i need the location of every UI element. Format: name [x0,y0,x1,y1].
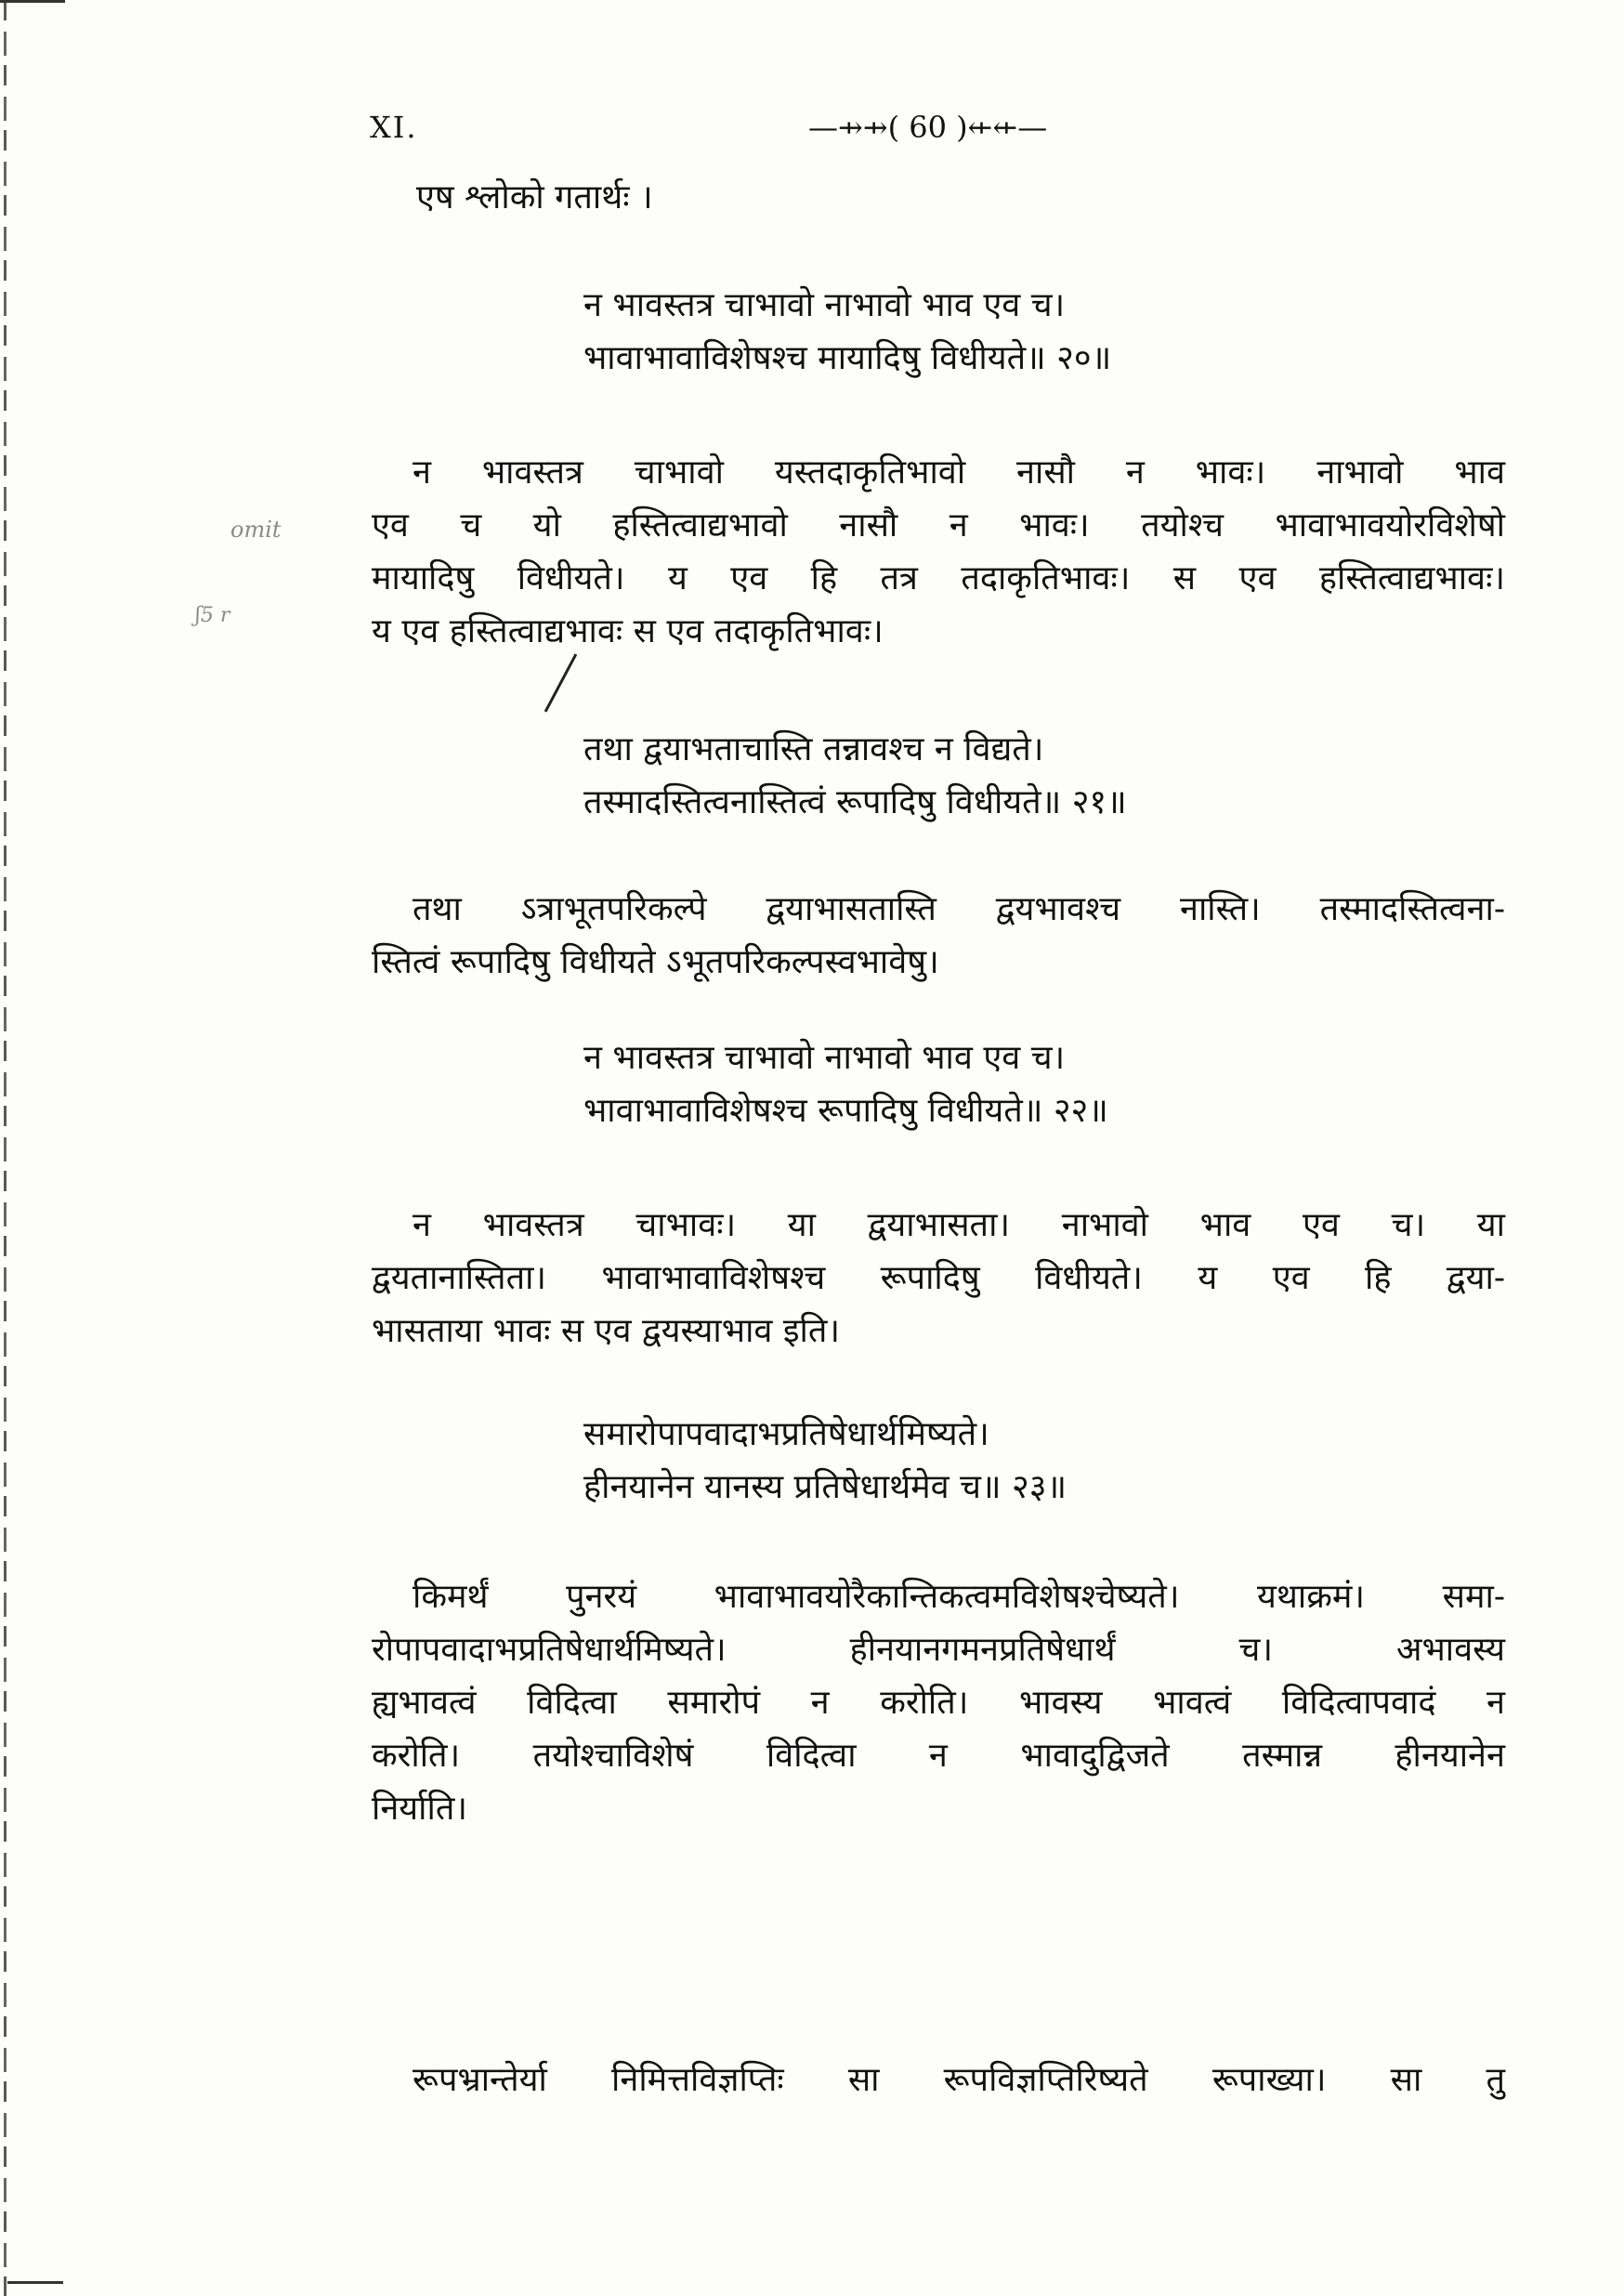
prose-line: मायादिषु विधीयते। य एव हि तत्र तदाकृतिभावः। स एव हस्तित्वाद्यभावः। [372,559,1505,597]
verse-line: न भावस्तत्र चाभावो नाभावो भाव एव च। [583,1039,1066,1077]
commentary-24 [372,2053,1505,2106]
page-header [370,110,1076,151]
corner-mark [0,0,65,3]
prose-line: न भावस्तत्र चाभावो यस्तदाकृतिभावो नासौ न भावः। नाभावो भाव [413,453,1505,492]
commentary-22 [372,1199,1505,1358]
corner-mark-bottom [7,2281,63,2284]
pen-stroke [544,653,578,712]
prose-line: निर्याति। [372,1790,467,1828]
binding-edge [4,0,7,2296]
prose-line: रोपापवादाभप्रतिषेधार्थमिष्यते। हीनयानगमनप्रतिषेधार्थं च। अभावस्य [372,1631,1505,1669]
verse-line: तस्मादस्तित्वनास्तित्वं रूपादिषु विधीयते॥ २१॥ [583,783,1127,821]
prose-line: किमर्थं पुनरयं भावाभावयोरैकान्तिकत्वमविशेषश्चेष्यते। यथाक्रमं। समा- [413,1578,1505,1616]
commentary-23 [372,1570,1505,1835]
chapter-number: XI. [370,110,418,145]
prose-line: करोति। तयोश्चाविशेषं विदित्वा न भावादुद्विजते तस्मान्न हीनयानेन [372,1737,1505,1775]
verse-line: तथा द्वयाभताचास्ति तन्नावश्च न विद्यते। [583,730,1044,768]
prose-line: न भावस्तत्र चाभावः। या द्वयाभासता। नाभावो भाव एव च। या [413,1206,1505,1244]
prose-line: य एव हस्तित्वाद्यभावः स एव तदाकृतिभावः। [372,612,884,650]
prose-line: एव च यो हस्तित्वाद्यभावो नासौ न भावः। तयोश्च भावाभावयोरविशेषो [372,506,1505,544]
verse-line: भावाभावाविशेषश्च रूपादिषु विधीयते॥ २२॥ [583,1092,1108,1130]
prose-line: तथा ऽत्राभूतपरिकल्पे द्वयाभासतास्ति द्वयभावश्च नास्ति। तस्मादस्तित्वना- [413,890,1505,928]
margin-note: omit [230,517,282,543]
verse-line: हीनयानेन यानस्य प्रतिषेधार्थमेव च॥ २३॥ [583,1468,1067,1506]
verse-line: न भावस्तत्र चाभावो नाभावो भाव एव च। [583,286,1066,324]
prose-line: स्तित्वं रूपादिषु विधीयते ऽभूतपरिकल्पस्वभावेषु। [372,943,939,981]
prose-line: ह्यभावत्वं विदित्वा समारोपं न करोति। भावस्य भावत्वं विदित्वापवादं न [372,1684,1505,1722]
verse-line: भावाभावाविशेषश्च मायादिषु विधीयते॥ २०॥ [583,339,1112,377]
margin-note: ʃ5 r [195,604,230,627]
prose-line: रूपभ्रान्तेर्या निमित्तविज्ञप्तिः सा रूपविज्ञप्तिरिष्यते रूपाख्या। सा तु [413,2061,1505,2099]
verse-line: समारोपापवादाभप्रतिषेधार्थमिष्यते। [583,1415,989,1453]
verse-20 [583,279,1111,385]
page-number: —⇸⇸( 60 )⇷⇷— [808,110,1048,145]
commentary-20 [372,446,1505,658]
prose-line: भासताया भावः स एव द्वयस्याभाव इति। [372,1312,841,1350]
commentary-21 [372,883,1505,989]
verse-21 [583,723,1127,829]
verse-22 [583,1031,1108,1137]
intro-line: एष श्लोको गतार्थः । [416,178,653,216]
verse-23 [583,1408,1067,1514]
prose-line: द्वयतानास्तिता। भावाभावाविशेषश्च रूपादिषु विधीयते। य एव हि द्वया- [372,1259,1505,1297]
